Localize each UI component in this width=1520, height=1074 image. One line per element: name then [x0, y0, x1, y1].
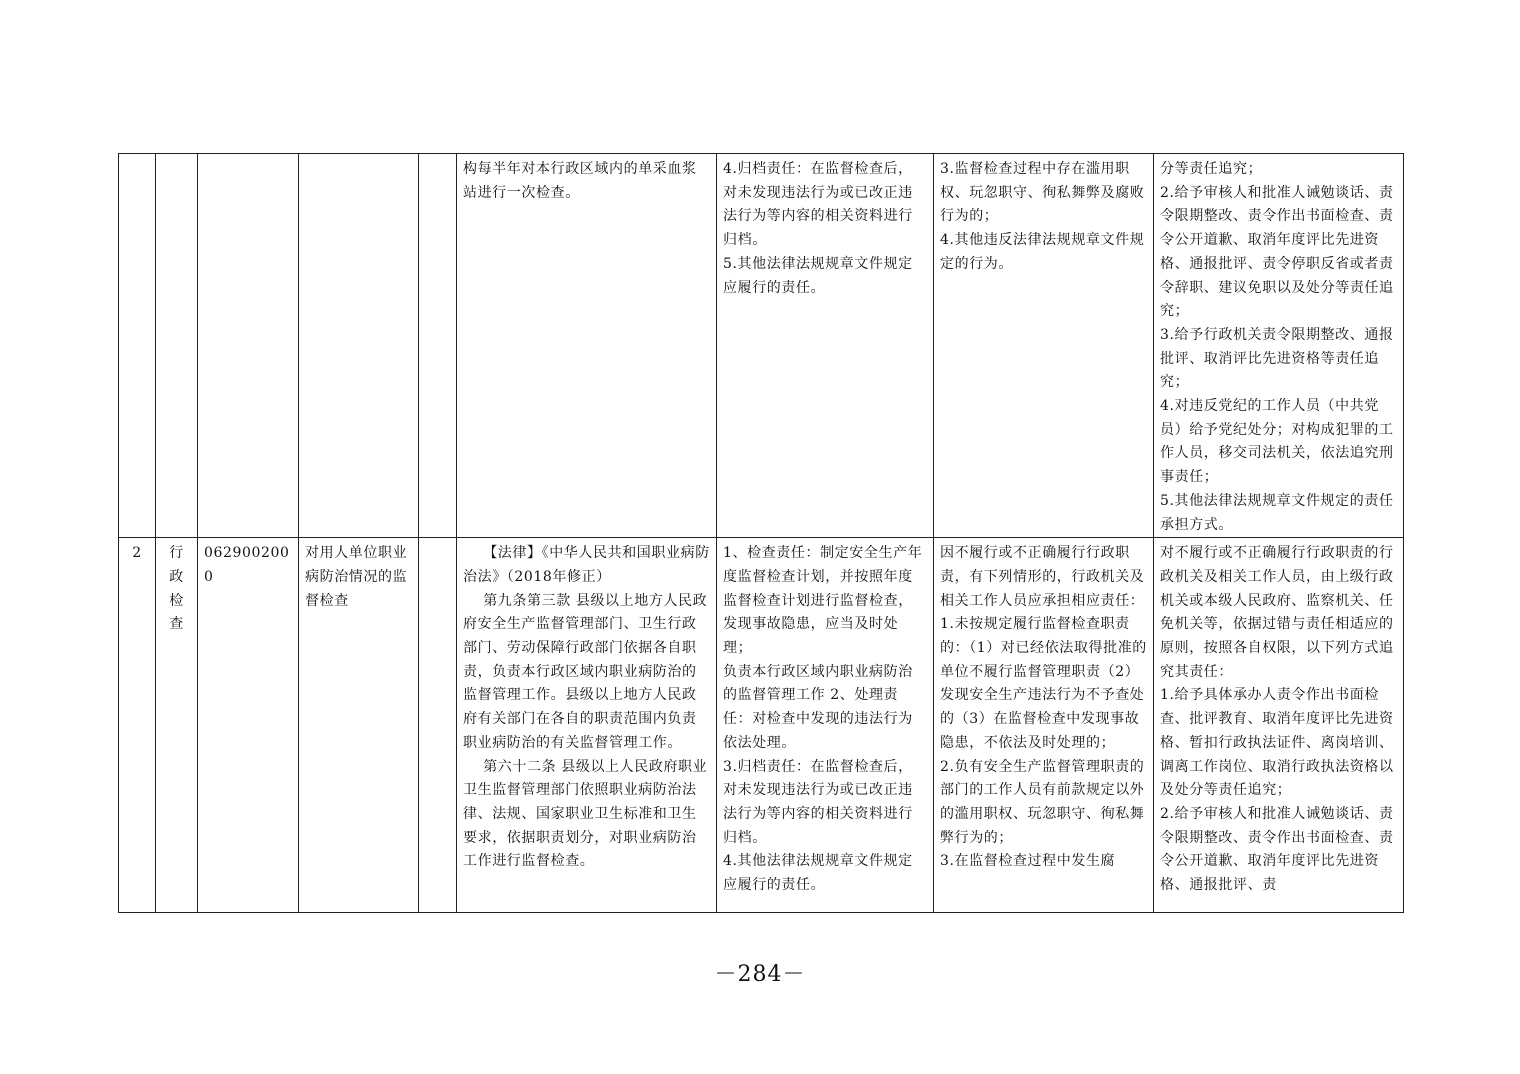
- table-row: [119, 154, 1404, 538]
- code-cell: 0629002000: [198, 538, 299, 913]
- category-cell: [156, 154, 198, 538]
- row-number-cell: 2: [119, 538, 156, 913]
- item-name-cell: 对用人单位职业病防治情况的监督检查: [299, 538, 419, 913]
- row-number-cell: [119, 154, 156, 538]
- code-cell: [198, 154, 299, 538]
- penalty-cell: 分等责任追究； 2.给予审核人和批准人诫勉谈话、责令限期整改、责令作出书面检查、责令公开道歉、取消年度评比先进资格、通报批评、责令停职反省或者责令辞职、建议免职以及处分等责任追究； 3.给予行政机关责令限期整改、通报批评、取消评比先进资格等责任追究； 4.对违反党纪的工作人员（中共党员）给予党纪处分；对构成犯罪的工作人员，移交司法机关，依法追究刑事责任； 5.其他法律法规规章文件规定的责任承担方式。: [1154, 154, 1404, 538]
- table-row: [119, 538, 1404, 913]
- responsibility-table: [118, 153, 1404, 913]
- legal-basis-cell: 【法律】《中华人民共和国职业病防治法》（2018年修正） 第九条第三款 县级以上地方人民政府安全生产监督管理部门、卫生行政部门、劳动保障行政部门依据各自职责，负责本行政区域内职业病防治的监督管理工作。县级以上地方人民政府有关部门在各自的职责范围内负责职业病防治的有关监督管理工作。 第六十二条 县级以上人民政府职业卫生监督管理部门依照职业病防治法律、法规、国家职业卫生标准和卫生要求，依据职责划分，对职业病防治工作进行监督检查。: [457, 538, 717, 913]
- responsibility-cell: 4.归档责任：在监督检查后，对未发现违法行为或已改正违法行为等内容的相关资料进行归档。 5.其他法律法规规章文件规定应履行的责任。: [717, 154, 934, 538]
- penalty-cell: 对不履行或不正确履行行政职责的行政机关及相关工作人员，由上级行政机关或本级人民政府、监察机关、任免机关等，依据过错与责任相适应的原则，按照各自权限，以下列方式追究其责任： 1.给予具体承办人责令作出书面检查、批评教育、取消年度评比先进资格、暂扣行政执法证件、离岗培训、调离工作岗位、取消行政执法资格以及处分等责任追究； 2.给予审核人和批准人诫勉谈话、责令限期整改、责令作出书面检查、责令公开道歉、取消年度评比先进资格、通报批评、责: [1154, 538, 1404, 913]
- responsibility-cell: 1、检查责任：制定安全生产年度监督检查计划，并按照年度监督检查计划进行监督检查，发现事故隐患，应当及时处理； 负责本行政区域内职业病防治的监督管理工作 2、处理责任：对检查中发现的违法行为依法处理。 3.归档责任：在监督检查后，对未发现违法行为或已改正违法行为等内容的相关资料进行归档。 4.其他法律法规规章文件规定应履行的责任。: [717, 538, 934, 913]
- page-number: －284－: [714, 962, 806, 987]
- sub-item-cell: [419, 538, 457, 913]
- category-cell: 行 政 检 查: [156, 538, 198, 913]
- item-name-cell: [299, 154, 419, 538]
- legal-basis-cell: 构每半年对本行政区域内的单采血浆站进行一次检查。: [457, 154, 717, 538]
- sub-item-cell: [419, 154, 457, 538]
- accountability-cell: 3.监督检查过程中存在滥用职权、玩忽职守、徇私舞弊及腐败行为的； 4.其他违反法律法规规章文件规定的行为。: [934, 154, 1154, 538]
- accountability-cell: 因不履行或不正确履行行政职责，有下列情形的，行政机关及相关工作人员应承担相应责任： 1.未按规定履行监督检查职责的：（1）对已经依法取得批准的单位不履行监督管理职责（2）发现安全生产违法行为不予查处的（3）在监督检查中发现事故隐患，不依法及时处理的； 2.负有安全生产监督管理职责的部门的工作人员有前款规定以外的滥用职权、玩忽职守、徇私舞弊行为的； 3.在监督检查过程中发生腐: [934, 538, 1154, 913]
